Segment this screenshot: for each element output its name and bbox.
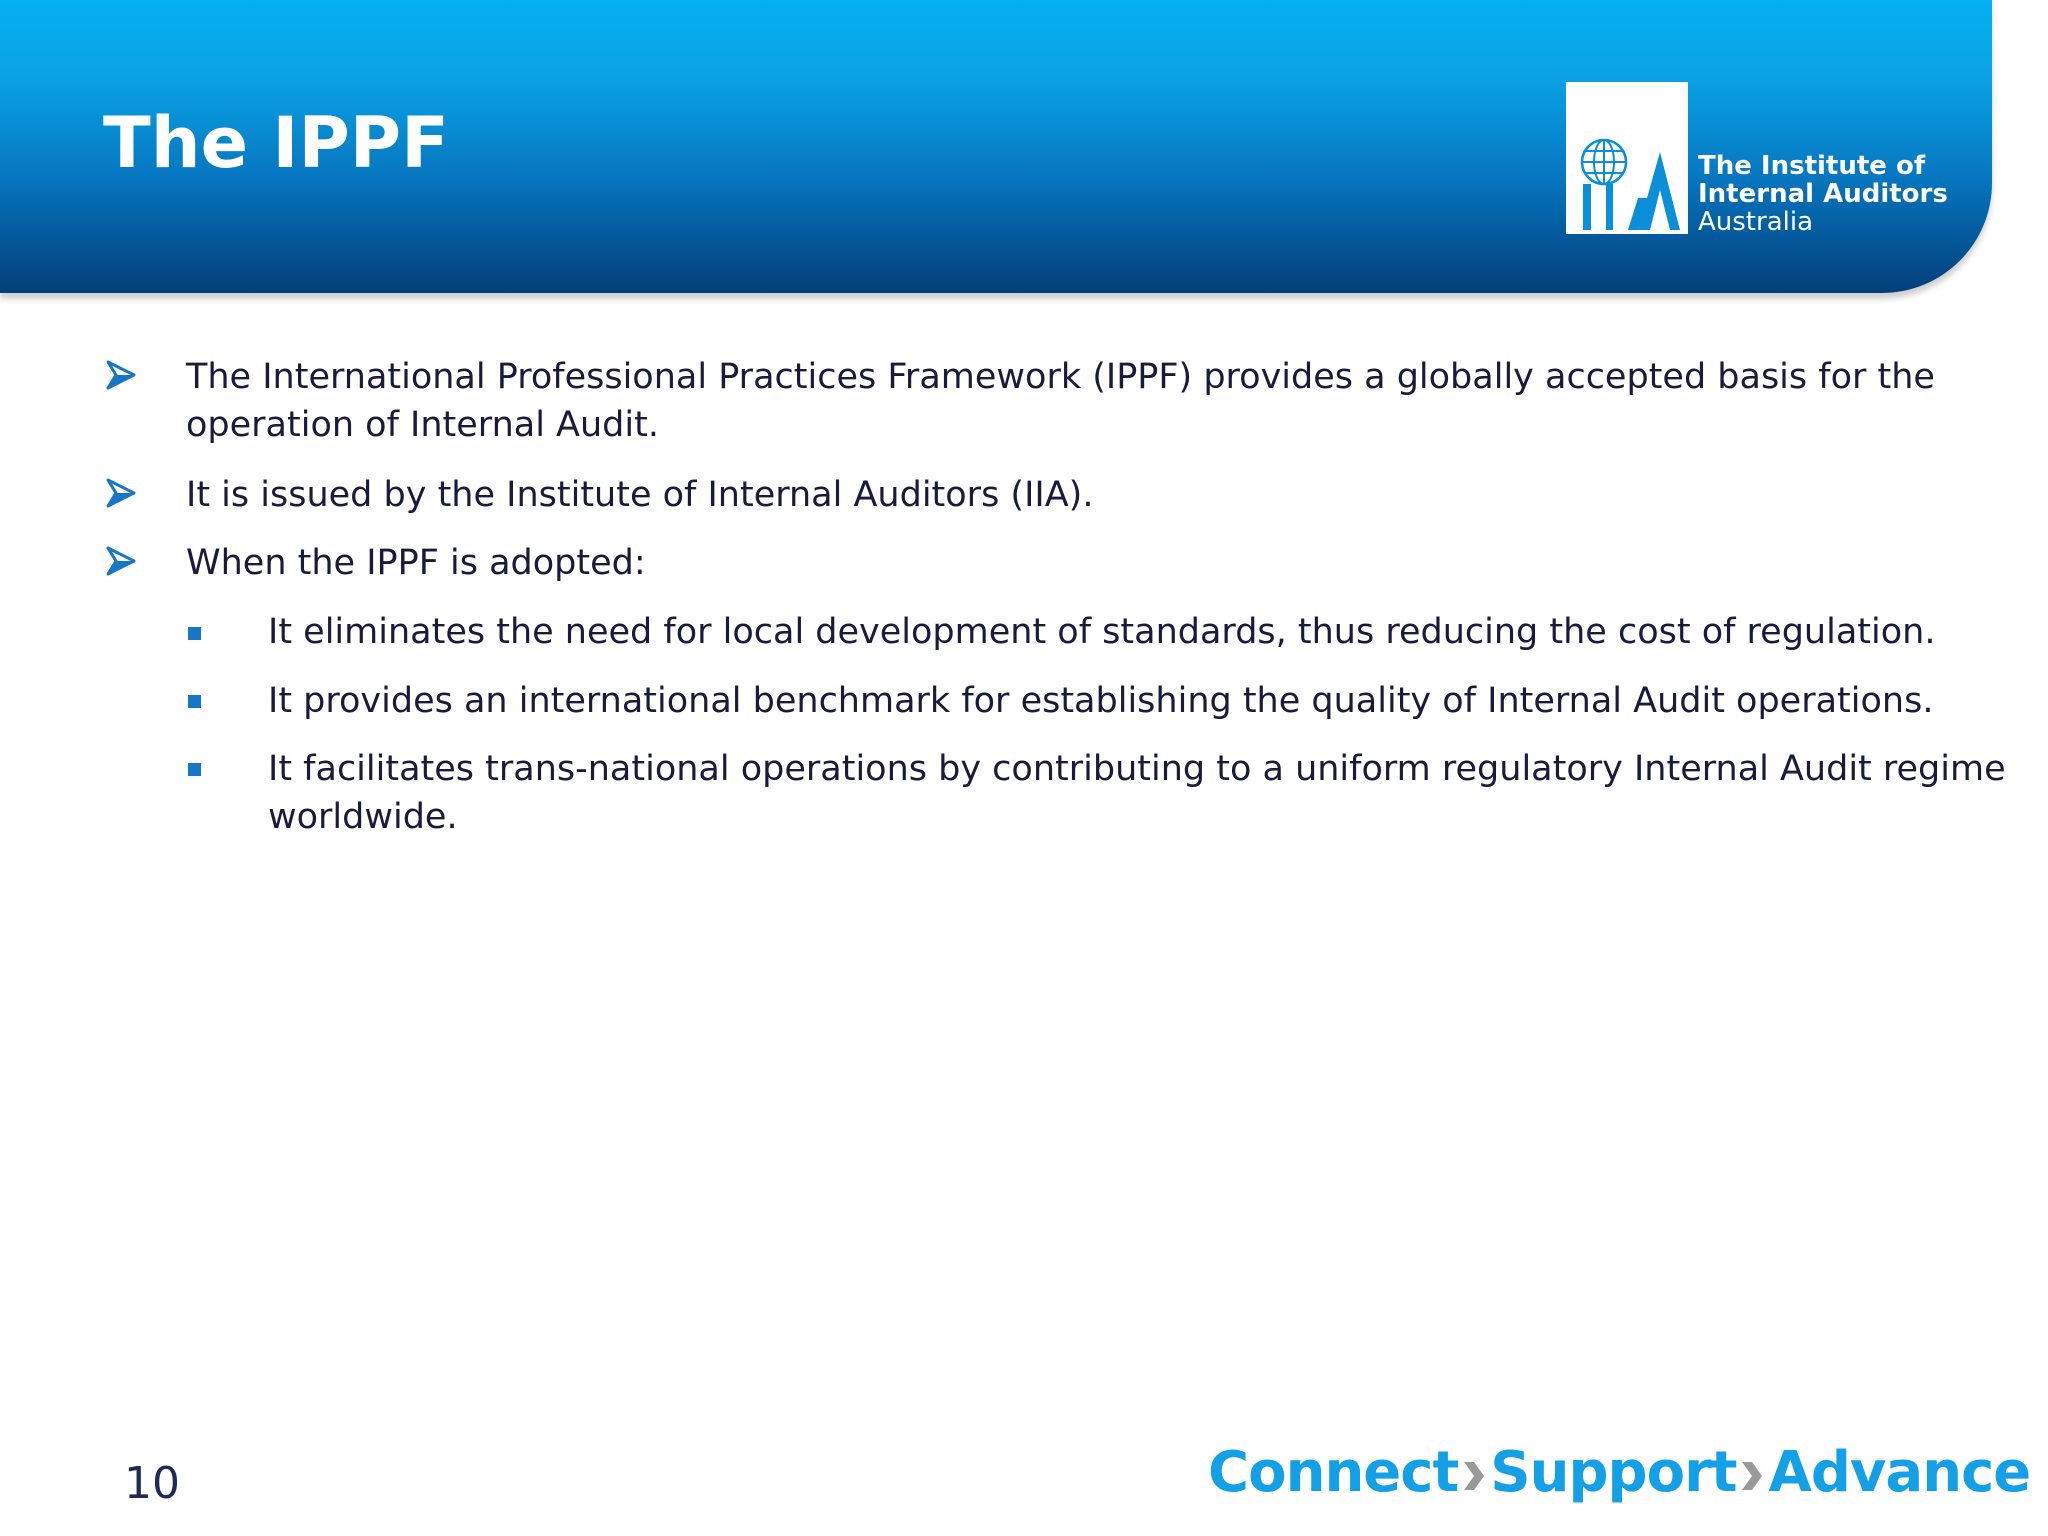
globe-logo-icon — [1576, 132, 1680, 232]
sub-bullet-1-line-1: It eliminates the need for local development of standards, thus reducing the cost of regulation. — [268, 612, 1936, 652]
tagline-advance: Advance — [1768, 1440, 2031, 1505]
logo-line-2: Internal Auditors — [1698, 179, 1948, 209]
bullet-3-line-1: When the IPPF is adopted: — [186, 543, 646, 583]
arrow-bullet-icon — [106, 478, 136, 508]
logo-line-1: The Institute of — [1698, 151, 1926, 181]
square-bullet-icon — [188, 695, 201, 708]
chevron-right-icon — [1460, 1456, 1488, 1496]
square-bullet-icon — [188, 763, 201, 776]
tagline-support: Support — [1490, 1440, 1737, 1505]
slide-title: The IPPF — [103, 102, 449, 184]
logo-line-3: Australia — [1698, 207, 1814, 237]
tagline — [1208, 1440, 2031, 1505]
page-number: 10 — [124, 1458, 180, 1509]
arrow-bullet-icon — [106, 360, 136, 390]
sub-bullet-3-line-1: It facilitates trans-national operations by contributing to a uniform regulatory Internal Audit regime — [268, 749, 2006, 789]
bullet-2-line-1: It is issued by the Institute of Internal Auditors (IIA). — [186, 475, 1094, 515]
logo-box — [1566, 82, 1688, 234]
sub-bullet-3-line-2: worldwide. — [268, 797, 458, 837]
tagline-connect: Connect — [1208, 1440, 1459, 1505]
logo-text — [1698, 152, 1948, 236]
chevron-right-icon — [1738, 1456, 1766, 1496]
bullet-1-line-1: The International Professional Practices Framework (IPPF) provides a globally accepted basis for the — [186, 357, 1935, 397]
sub-bullet-2-line-1: It provides an international benchmark for establishing the quality of Internal Audit operations. — [268, 681, 1934, 721]
arrow-bullet-icon — [106, 546, 136, 576]
square-bullet-icon — [188, 627, 201, 640]
iia-logo — [1566, 82, 1948, 237]
bullet-1-line-2: operation of Internal Audit. — [186, 405, 659, 445]
